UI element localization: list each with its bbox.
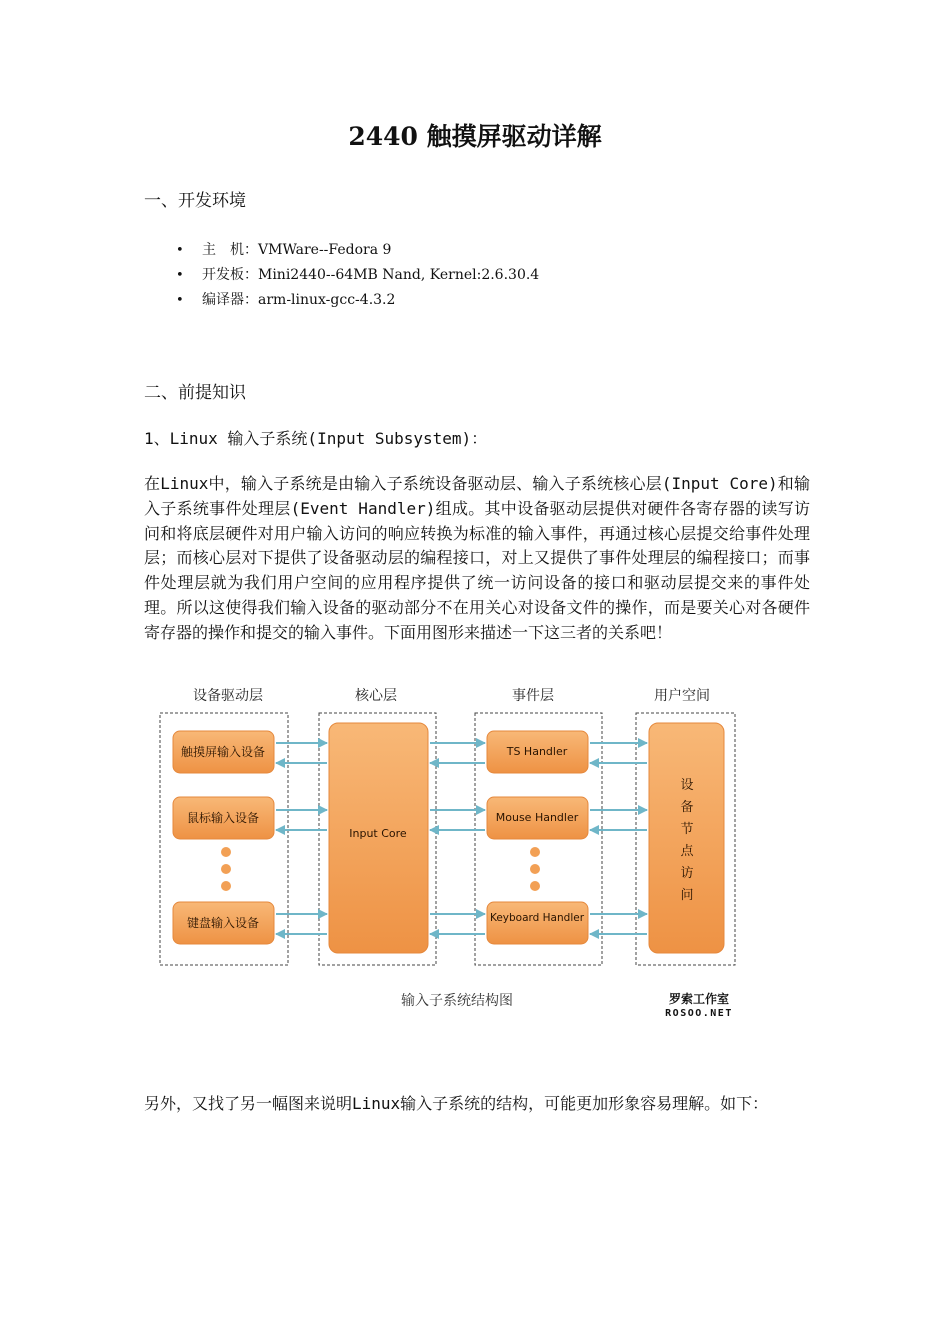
label-keyboard-device: 键盘输入设备 bbox=[186, 916, 260, 930]
dot bbox=[530, 847, 540, 857]
env-list bbox=[176, 238, 539, 313]
list-item: • 主 机：VMWare--Fedora 9 bbox=[176, 238, 539, 263]
box-user-node bbox=[649, 723, 724, 953]
section-heading-prereq: 二、前提知识 bbox=[144, 383, 246, 403]
arrows-event-user bbox=[590, 743, 647, 934]
list-item: • 开发板：Mini2440--64MB Nand, Kernel:2.6.30.4 bbox=[176, 263, 539, 288]
user-node-char: 问 bbox=[680, 888, 694, 903]
col-header-event: 事件层 bbox=[512, 688, 554, 704]
label-keyboard-handler: Keyboard Handler bbox=[489, 912, 585, 924]
label-mouse-handler: Mouse Handler bbox=[495, 811, 579, 824]
label-mouse-device: 鼠标输入设备 bbox=[186, 811, 260, 825]
user-node-char: 点 bbox=[680, 844, 694, 859]
subheading-input-subsystem: 1、Linux 输入子系统(Input Subsystem)： bbox=[144, 429, 488, 448]
user-node-char: 设 bbox=[680, 778, 694, 793]
dot bbox=[221, 864, 231, 874]
arrows-core-event bbox=[430, 743, 485, 934]
logo-line1: 罗索工作室 bbox=[668, 992, 730, 1006]
dot bbox=[221, 847, 231, 857]
user-node-char: 备 bbox=[680, 800, 694, 815]
page-title: 2440 触摸屏驱动详解 bbox=[348, 122, 602, 151]
paragraph-followup: 另外，又找了另一幅图来说明Linux输入子系统的结构，可能更加形象容易理解。如下： bbox=[144, 1094, 769, 1113]
dot bbox=[530, 864, 540, 874]
col-header-core: 核心层 bbox=[355, 688, 397, 704]
list-item: • 编译器：arm-linux-gcc-4.3.2 bbox=[176, 288, 539, 313]
dot bbox=[530, 881, 540, 891]
label-input-core: Input Core bbox=[349, 827, 407, 840]
col-header-driver: 设备驱动层 bbox=[193, 688, 263, 704]
diagram-input-subsystem bbox=[146, 680, 756, 1025]
user-node-char: 节 bbox=[680, 822, 694, 837]
label-touch-device: 触摸屏输入设备 bbox=[180, 745, 266, 759]
col-header-user: 用户空间 bbox=[654, 688, 710, 704]
label-ts-handler: TS Handler bbox=[506, 745, 568, 758]
logo-line2: ROSOO.NET bbox=[665, 1008, 733, 1019]
section-heading-env: 一、开发环境 bbox=[144, 191, 246, 211]
paragraph-intro: 在Linux中，输入子系统是由输入子系统设备驱动层、输入子系统核心层(Input Core)和输入子系统事件处理层(Event Handler)组成。其中设备驱动层提供对硬件各寄存器的读写访问和将底层硬件对用户输入访问的响应转换为标准的输入事件，再通过核心层提交给事件处理层；而核心层对下提供了设备驱动层的编程接口，对上又提供了事件处理层的编程接口；而事件处理层就为我们用户空间的应用程序提供了统一访问设备的接口和驱动层提交来的事件处理。所以这使得我们输入设备的驱动部分不在用关心对设备文件的操作，而是要关心对各硬件寄存器的操作和提交的输入事件。下面用图形来描述一下这三者的关系吧！ bbox=[144, 474, 810, 642]
diagram-caption: 输入子系统结构图 bbox=[401, 993, 513, 1009]
dot bbox=[221, 881, 231, 891]
user-node-char: 访 bbox=[680, 866, 694, 881]
